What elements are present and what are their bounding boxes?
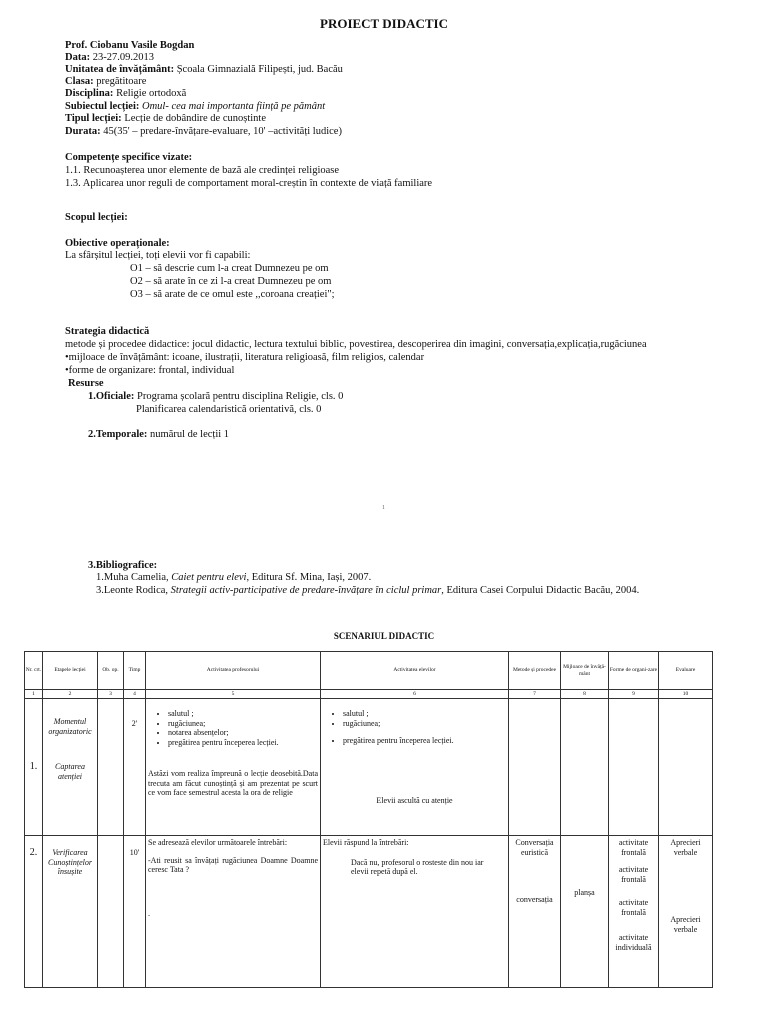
- methods-cell: [509, 699, 561, 836]
- objectives-heading: Obiective operaționale:: [65, 238, 170, 249]
- header-cell: Timp: [124, 652, 146, 690]
- evaluation-cell: [659, 836, 713, 988]
- time-value: 10': [129, 848, 140, 857]
- teacher-activity-list: [146, 709, 320, 747]
- lesson-type-label: Tipul lecției:: [65, 113, 122, 124]
- list-item: • salutul ;: [343, 709, 508, 719]
- student-activity-list: [321, 736, 508, 746]
- list-item: • rugăciunea;: [343, 719, 508, 729]
- header-cell: Metode și procedee: [509, 652, 561, 690]
- objective-item: O1 – să descrie cum l-a creat Dumnezeu pe om: [130, 263, 329, 274]
- bib-1-author: 1.Muha Camelia,: [96, 572, 172, 583]
- list-item: • salutul ;: [168, 709, 320, 719]
- scenario-table: [24, 651, 713, 988]
- discipline-label: Disciplina:: [65, 88, 114, 99]
- page-title: PROIECT DIDACTIC: [320, 16, 448, 31]
- table-row: [25, 836, 713, 988]
- header-cell: Activitatea elevilor: [321, 652, 509, 690]
- student-answer-text: Dacă nu, profesorul o rosteste din nou iar elevii repetă după el.: [351, 857, 484, 876]
- means-cell: [561, 836, 609, 988]
- date-value: 23-27.09.2013: [92, 52, 154, 63]
- class-label: Clasa:: [65, 76, 94, 87]
- header-cell: Activitatea profesorului: [146, 652, 321, 690]
- subject-line: [65, 101, 325, 114]
- time-cell: [124, 699, 146, 836]
- student-activity-text: Elevii ascultă cu atenție: [376, 795, 453, 805]
- bibliography-item-1: [96, 572, 371, 585]
- objective-item: O3 – să arate de ce omul este ,,coroana creației";: [130, 289, 335, 300]
- student-activity-list: [321, 709, 508, 728]
- column-number: 2: [43, 690, 98, 699]
- teacher-activity-text: Astăzi vom realiza împreună o lecție deosebită.Data trecuta am făcut cunoștință și am prezentat pe scurt ce vom face semestrul acesta la ora de religie: [148, 769, 318, 797]
- means-cell: [561, 699, 609, 836]
- evaluation-cell: [659, 699, 713, 836]
- prof-label: Prof.: [65, 40, 88, 51]
- bib-2-rest: , Editura Casei Corpului Didactic Bacău, 2004.: [441, 585, 640, 596]
- objective-cell: [98, 836, 124, 988]
- duration-value: 45(35' – predare-învățare-evaluare, 10' –activități ludice): [103, 126, 342, 137]
- stage-name: Momentul organizatoric: [48, 717, 92, 736]
- method-value: Conversația euristică: [515, 838, 554, 857]
- evaluation-value: Aprecieri verbale: [670, 838, 701, 857]
- page-number: 1: [382, 505, 385, 511]
- form-value: activitate frontală: [618, 865, 649, 884]
- teacher-activity-cell: [146, 836, 321, 988]
- objective-cell: [98, 699, 124, 836]
- method-value: conversația: [516, 895, 553, 904]
- forms-cell: [609, 836, 659, 988]
- prof-value: Ciobanu Vasile Bogdan: [89, 40, 195, 51]
- resources-official-1: Programa școlară pentru disciplina Religie, cls. 0: [136, 391, 344, 402]
- column-number: 10: [659, 690, 713, 699]
- column-number: 5: [146, 690, 321, 699]
- subject-label: Subiectul lecției:: [65, 101, 140, 112]
- column-number: 9: [609, 690, 659, 699]
- bibliography-heading: 3.Bibliografice:: [88, 560, 158, 571]
- bibliography-item-2: [96, 585, 639, 598]
- resources-temporal-label: 2.Temporale:: [88, 429, 148, 440]
- student-answer-intro: Elevii răspund la întrebări:: [323, 838, 409, 847]
- school-label: Unitatea de învățământ:: [65, 64, 175, 75]
- scope-heading: Scopul lecției:: [65, 212, 128, 223]
- resources-temporal-value: numărul de lecții 1: [150, 429, 230, 440]
- strategy-methods: metode și procedee didactice: jocul didactic, lectura textului biblic, povestirea, descoperirea din imagini, conversația,explicația,rugăciunea: [65, 339, 647, 350]
- list-item: • pregătirea pentru începerea lecției.: [343, 736, 508, 746]
- header-cell: Ob. op.: [98, 652, 124, 690]
- form-value: activitate frontală: [618, 898, 649, 917]
- time-value: 2': [131, 719, 138, 728]
- discipline-line: [65, 88, 186, 101]
- teacher-activity-cell: [146, 699, 321, 836]
- objectives-intro: La sfârșitul lecției, toți elevii vor fi capabili:: [65, 250, 251, 261]
- column-number: 1: [25, 690, 43, 699]
- table-row: [25, 699, 713, 836]
- strategy-heading: Strategia didactică: [65, 326, 150, 337]
- resources-official-2: Planificarea calendaristică orientativă, cls. 0: [136, 404, 322, 415]
- strategy-means: •mijloace de învățământ: icoane, ilustrații, literatura religioasă, film religios, calendar: [65, 352, 425, 363]
- duration-label: Durata:: [65, 126, 101, 137]
- resources-heading: Resurse: [68, 378, 104, 389]
- resources-official-line: [88, 391, 343, 404]
- forms-cell: [609, 699, 659, 836]
- table-header-row: [25, 652, 713, 690]
- date-line: [65, 52, 154, 65]
- column-number: 6: [321, 690, 509, 699]
- bib-1-title: Caiet pentru elevi: [171, 572, 247, 583]
- lesson-type-value: Lecție de dobândire de cunoștinte: [124, 113, 267, 124]
- duration-line: [65, 126, 342, 139]
- stage-name: Captarea atenției: [55, 762, 85, 781]
- header-cell: Evaluare: [659, 652, 713, 690]
- header-cell: Etapele lecției: [43, 652, 98, 690]
- bib-1-rest: , Editura Sf. Mina, Iași, 2007.: [246, 572, 372, 583]
- student-activity-cell: [321, 699, 509, 836]
- header-cell: Mijloace de învăță-mânt: [561, 652, 609, 690]
- competences-heading: Competențe specifice vizate:: [65, 152, 193, 163]
- form-value: activitate individuală: [615, 933, 652, 952]
- strategy-forms: •forme de organizare: frontal, individual: [65, 365, 235, 376]
- bib-2-title: Strategii activ-participative de predare-învățare în ciclul primar: [170, 585, 442, 596]
- row-number: 1.: [25, 699, 43, 836]
- row-number: 2.: [25, 836, 43, 988]
- class-line: [65, 76, 146, 89]
- class-value: pregătitoare: [96, 76, 147, 87]
- resources-temporal-line: [88, 429, 229, 442]
- header-cell: Forme de organi-zare: [609, 652, 659, 690]
- means-value: planșa: [574, 888, 595, 897]
- column-number: 3: [98, 690, 124, 699]
- student-activity-cell: [321, 836, 509, 988]
- stage-name: Verificarea Cunoștințelor însușite: [47, 848, 92, 876]
- list-item: • pregătirea pentru începerea lecției.: [168, 738, 320, 748]
- subject-value: Omul- cea mai importanta ființă pe pământ: [142, 101, 326, 112]
- bib-2-author: 3.Leonte Rodica,: [96, 585, 171, 596]
- header-cell: Nr. crt.: [25, 652, 43, 690]
- competence-item: 1.1. Recunoașterea unor elemente de bază ale credinței religioase: [65, 165, 340, 176]
- prof-line: [65, 40, 194, 53]
- form-value: activitate frontală: [618, 838, 649, 857]
- discipline-value: Religie ortodoxă: [116, 88, 187, 99]
- objective-item: O2 – să arate în ce zi l-a creat Dumnezeu pe om: [130, 276, 332, 287]
- date-label: Data:: [65, 52, 91, 63]
- school-line: [65, 64, 343, 77]
- school-value: Școala Gimnazială Filipești, jud. Bacău: [176, 64, 343, 75]
- stage-cell: [43, 836, 98, 988]
- list-item: • notarea absențelor;: [168, 728, 320, 738]
- evaluation-value: Aprecieri verbale: [670, 915, 701, 934]
- resources-official-label: 1.Oficiale:: [88, 391, 135, 402]
- time-cell: [124, 836, 146, 988]
- methods-cell: [509, 836, 561, 988]
- column-number: 7: [509, 690, 561, 699]
- scenario-title: SCENARIUL DIDACTIC: [333, 631, 435, 641]
- column-number-row: [25, 690, 713, 699]
- teacher-question: -Ati reusit sa învățați rugăciunea Doamne Doamne ceresc Tata ?: [148, 855, 318, 874]
- list-item: • rugăciunea;: [168, 719, 320, 729]
- competence-item: 1.3. Aplicarea unor reguli de comportament moral-creștin în contexte de viață familiare: [65, 178, 433, 189]
- column-number: 8: [561, 690, 609, 699]
- lesson-type-line: [65, 113, 266, 126]
- teacher-question-intro: Se adresează elevilor următoarele întrebări:: [148, 838, 288, 847]
- teacher-dot: .: [148, 908, 150, 918]
- column-number: 4: [124, 690, 146, 699]
- stage-cell: [43, 699, 98, 836]
